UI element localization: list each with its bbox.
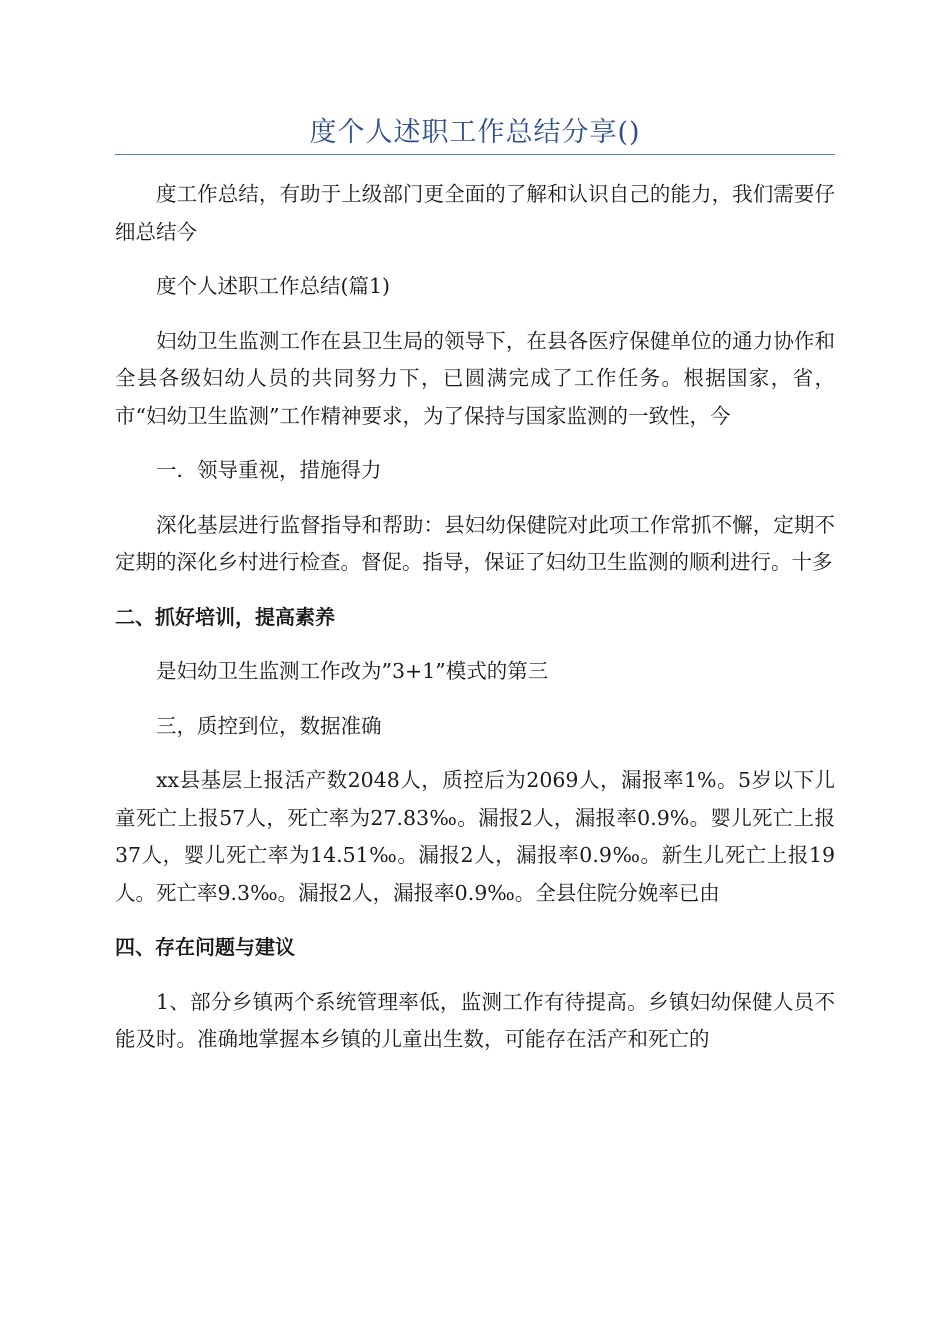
paragraph-issues: 1、部分乡镇两个系统管理率低，监测工作有待提高。乡镇妇幼保健人员不能及时。准确地掌握本乡镇的儿童出生数，可能存在活产和死亡的 (115, 989, 835, 1051)
paragraph-supervision: 深化基层进行监督指导和帮助：县妇幼保健院对此项工作常抓不懈，定期不定期的深化乡村进行检查。督促。指导，保证了妇幼卫生监测的顺利进行。十多 (115, 512, 835, 574)
paragraph-subtitle: 度个人述职工作总结(篇1) (156, 274, 391, 298)
section-heading-3: 三，质控到位，数据准确 (156, 713, 382, 738)
paragraph-overview: 妇幼卫生监测工作在县卫生局的领导下，在县各医疗保健单位的通力协作和全县各级妇幼人员的共同努力下，已圆满完成了工作任务。根据国家，省，市“妇幼卫生监测”工作精神要求，为了保持与国家监测的一致性，今 (115, 328, 835, 428)
section-heading-4: 四、存在问题与建议 (115, 935, 295, 959)
document-body (115, 176, 835, 1076)
document-title: 度个人述职工作总结分享() (309, 117, 641, 148)
title-underline (115, 154, 835, 155)
section-heading-1: 一．领导重视，措施得力 (156, 458, 382, 482)
section-heading-2: 二、抓好培训，提高素养 (115, 604, 335, 629)
paragraph-training: 是妇幼卫生监测工作改为”3+1”模式的第三 (156, 659, 549, 683)
paragraph-intro: 度工作总结，有助于上级部门更全面的了解和认识自己的能力，我们需要仔细总结今 (115, 182, 835, 244)
paragraph-statistics: xx县基层上报活产数2048人，质控后为2069人，漏报率1%。5岁以下儿童死亡上报57人，死亡率为27.83‰。漏报2人，漏报率0.9%。婴儿死亡上报37人，婴儿死亡率为14.51‰。漏报2人，漏报率0.9‰。新生儿死亡上报19人。死亡率9.3‰。漏报2人，漏报率0.9‰。全县住院分娩率已由 (115, 768, 835, 905)
